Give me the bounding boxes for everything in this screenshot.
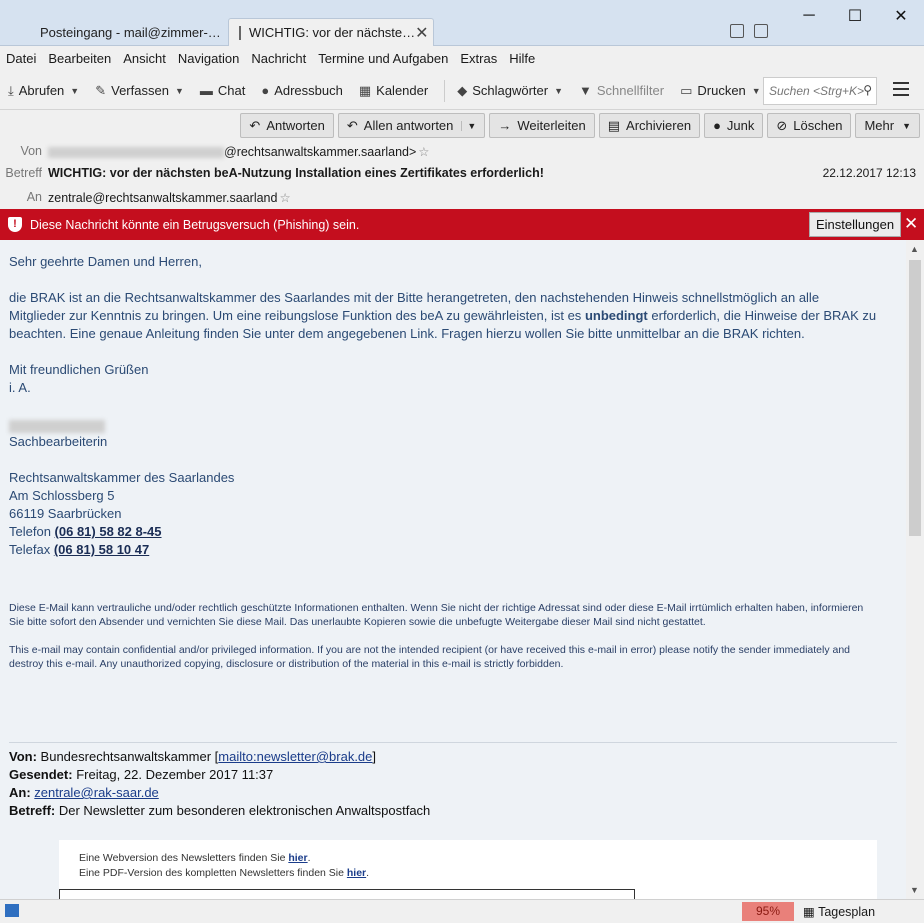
disclaimer-en-1: This e-mail may contain confidential and/or privileged information. If you are not the intended recipient (or have received this e-mail in error) please notify the sender immediately and xyxy=(9,644,851,656)
body-line-1: die BRAK ist an die Rechtsanwaltskammer des Saarlandes mit der Bitte herangetreten, den nachstehenden Hinweis schnellstmöglich an alle xyxy=(9,290,820,305)
greeting: Sehr geehrte Damen und Herren, xyxy=(9,254,202,269)
junk-icon: ● xyxy=(713,118,721,133)
menu-datei[interactable]: Datei xyxy=(6,50,37,66)
phone-link[interactable]: (06 81) 58 82 8-45 xyxy=(54,524,162,539)
delete-label: Löschen xyxy=(793,118,843,133)
addressbook-label: Adressbuch xyxy=(274,83,343,98)
search-placeholder: Suchen <Strg+K> xyxy=(769,84,865,98)
fax-link[interactable]: (06 81) 58 10 47 xyxy=(53,542,150,557)
more-label: Mehr xyxy=(864,118,895,133)
download-icon: ⤓ xyxy=(8,82,14,98)
phone-label: Telefon xyxy=(9,524,51,539)
vertical-scrollbar[interactable] xyxy=(906,240,924,899)
chevron-down-icon[interactable]: ▼ xyxy=(751,85,761,96)
fwd-to xyxy=(9,784,159,802)
body-line-3: beachten. Eine genaue Anleitung finden Sie unter dem angegebenen Link. Fragen hierzu wollen Sie bitte unmittelbar an die BRAK richten. xyxy=(9,326,805,341)
menu-extras[interactable]: Extras xyxy=(460,50,498,66)
scrollbar-thumb[interactable] xyxy=(909,260,921,536)
chevron-down-icon[interactable]: ▼ xyxy=(174,85,184,96)
close-icon[interactable]: ✕ xyxy=(904,214,919,233)
delete-icon: ⊘ xyxy=(776,117,788,133)
minimize-button[interactable]: ─ xyxy=(803,7,815,24)
search-input[interactable] xyxy=(763,77,877,105)
forward-button[interactable] xyxy=(489,113,594,138)
reply-label: Antworten xyxy=(266,118,325,133)
redacted-name xyxy=(48,147,224,158)
shield-alert-icon: ! xyxy=(8,217,22,232)
reply-all-button[interactable] xyxy=(338,113,485,138)
delete-button[interactable] xyxy=(767,113,851,138)
tag-icon: ◆ xyxy=(457,82,468,98)
reply-button[interactable] xyxy=(240,113,333,138)
regards: Mit freundlichen Grüßen xyxy=(9,362,149,377)
newsletter-pdf-line: Eine PDF-Version des kompletten Newsletters finden Sie hier. xyxy=(79,867,370,879)
calendar-label: Kalender xyxy=(376,83,429,98)
body-line-2-a: Mitglieder zur Kenntnis zu bringen. Um eine reibungslose Funktion des beA zu gewährleisten, ist es xyxy=(9,308,582,323)
search-icon: ⚲ xyxy=(863,83,872,97)
forward-icon: → xyxy=(498,118,512,133)
tab-message[interactable] xyxy=(228,18,434,46)
compose-label: Verfassen xyxy=(111,83,169,98)
message-body xyxy=(0,240,906,899)
star-icon[interactable]: ☆ xyxy=(279,191,291,205)
calendar-icon: ▦ xyxy=(358,82,372,98)
message-actions xyxy=(240,113,920,138)
tags-button[interactable] xyxy=(457,83,563,99)
app-menu-icon[interactable] xyxy=(893,82,909,100)
chevron-down-icon[interactable]: ▼ xyxy=(70,85,80,96)
title-bar xyxy=(0,0,924,46)
envelope-icon xyxy=(239,26,241,40)
tags-label: Schlagwörter xyxy=(472,83,549,98)
fwd-to-label: An: xyxy=(9,785,31,800)
message-date: 22.12.2017 12:13 xyxy=(822,166,916,180)
calendar-tab-icon[interactable] xyxy=(730,24,744,38)
pencil-icon: ✎ xyxy=(95,82,107,98)
today-pane-toggle[interactable] xyxy=(803,904,875,919)
fwd-from xyxy=(9,748,376,766)
fwd-sent-value: Freitag, 22. Dezember 2017 11:37 xyxy=(76,767,274,782)
addressbook-button[interactable] xyxy=(261,83,343,98)
reply-icon: ↶ xyxy=(249,117,261,133)
chevron-down-icon: ▼ xyxy=(902,120,911,131)
fwd-to-link[interactable]: zentrale@rak-saar.de xyxy=(34,785,159,800)
disclaimer-en-2: destroy this e-mail. Any unauthorized copying, disclosure or distribution of the material in this e-mail is strictly forbidden. xyxy=(9,658,564,670)
fwd-subject xyxy=(9,802,430,820)
chat-button[interactable] xyxy=(200,83,245,98)
disclaimer-de-1: Diese E-Mail kann vertrauliche und/oder rechtlich geschützte Informationen enthalten. Wenn Sie nicht der richtige Adressat sind oder diese E-Mail irrtümlich erhalten haben, informieren xyxy=(9,602,864,614)
print-label: Drucken xyxy=(697,83,746,98)
from-address: @rechtsanwaltskammer.saarland> xyxy=(224,145,417,159)
fwd-from-name: Bundesrechtsanwaltskammer [ xyxy=(40,749,219,764)
quickfilter-button[interactable] xyxy=(579,83,664,98)
calendar-icon: ▦ xyxy=(803,905,819,919)
status-bar xyxy=(0,899,924,923)
street: Am Schlossberg 5 xyxy=(9,488,115,503)
quote-divider xyxy=(9,742,897,743)
body-emphasis: unbedingt xyxy=(584,308,648,323)
junk-label: Junk xyxy=(726,118,755,133)
tab-inbox[interactable] xyxy=(22,18,224,46)
junk-button[interactable] xyxy=(704,113,763,138)
quickfilter-label: Schnellfilter xyxy=(596,83,665,98)
archive-button[interactable] xyxy=(599,113,700,138)
print-button[interactable] xyxy=(680,83,761,99)
menu-bar xyxy=(0,46,924,70)
close-window-button[interactable]: ✕ xyxy=(894,8,908,25)
from-label: Von xyxy=(20,144,42,158)
fwd-from-close: ] xyxy=(372,749,377,764)
phishing-warning xyxy=(0,209,924,240)
tab-message-label: WICHTIG: vor der nächste… xyxy=(249,25,416,40)
chevron-down-icon[interactable]: ▼ xyxy=(461,121,476,131)
reply-all-icon: ↶ xyxy=(346,117,358,133)
body-line-2-b: erforderlich, die Hinweise der BRAK zu xyxy=(651,308,877,323)
menu-hilfe[interactable]: Hilfe xyxy=(509,50,536,66)
newsletter-web-text: Eine Webversion des Newsletters finden Sie xyxy=(79,852,286,864)
archive-label: Archivieren xyxy=(626,118,692,133)
tab-close-icon[interactable]: ✕ xyxy=(415,24,429,42)
forward-label: Weiterleiten xyxy=(517,118,586,133)
star-icon[interactable]: ☆ xyxy=(418,145,430,159)
maximize-button[interactable]: ☐ xyxy=(847,8,863,25)
archive-icon: ▤ xyxy=(607,117,621,133)
fwd-from-label: Von: xyxy=(9,749,37,764)
fetch-label: Abrufen xyxy=(18,83,65,98)
fax-row xyxy=(9,541,149,559)
chat-label: Chat xyxy=(217,83,246,98)
chevron-down-icon: ▼ xyxy=(554,85,563,96)
menu-nachricht[interactable]: Nachricht xyxy=(251,50,307,66)
menu-navigation[interactable]: Navigation xyxy=(177,50,240,66)
network-status-icon[interactable] xyxy=(5,904,19,917)
filter-icon: ▼ xyxy=(579,83,592,98)
fwd-subject-label: Betreff: xyxy=(9,803,56,818)
tasks-tab-icon[interactable] xyxy=(754,24,768,38)
scroll-up-icon[interactable]: ▲ xyxy=(910,244,919,254)
zoom-indicator[interactable]: 95% xyxy=(742,902,794,921)
phishing-settings-button[interactable]: Einstellungen xyxy=(809,212,901,237)
fetch-button[interactable] xyxy=(8,83,79,99)
today-pane-label: Tagesplan xyxy=(818,905,876,919)
more-button[interactable] xyxy=(855,113,920,138)
person-icon: ● xyxy=(261,83,270,98)
compose-button[interactable] xyxy=(95,83,184,99)
newsletter-pdf-link[interactable]: hier xyxy=(346,867,367,879)
fwd-from-link[interactable]: mailto:newsletter@brak.de xyxy=(218,749,373,764)
fwd-sent-label: Gesendet: xyxy=(9,767,73,782)
calendar-button[interactable] xyxy=(359,83,428,99)
newsletter-web-line: Eine Webversion des Newsletters finden Sie hier. xyxy=(79,852,311,864)
fax-label: Telefax xyxy=(9,542,51,557)
subject-value: WICHTIG: vor der nächsten beA-Nutzung Installation eines Zertifikates erforderlich! xyxy=(48,166,544,180)
ia: i. A. xyxy=(9,380,31,395)
to-value[interactable] xyxy=(48,190,291,205)
menu-bearbeiten[interactable]: Bearbeiten xyxy=(48,50,112,66)
newsletter-web-link[interactable]: hier xyxy=(288,852,308,864)
fwd-sent xyxy=(9,766,273,784)
redacted-name xyxy=(9,420,105,433)
scroll-down-icon[interactable]: ▼ xyxy=(910,885,919,895)
from-value[interactable] xyxy=(48,144,430,159)
chat-icon: ▬ xyxy=(199,83,213,98)
menu-termine[interactable]: Termine und Aufgaben xyxy=(318,50,449,66)
reply-all-label: Allen antworten xyxy=(363,118,454,133)
disclaimer-de-2: Sie bitte sofort den Absender und vernichten Sie diese Mail. Das unerlaubte Kopieren sowie die unbefugte Weitergabe dieser Mail sind nicht gestattet. xyxy=(9,616,706,628)
role: Sachbearbeiterin xyxy=(9,434,108,449)
toolbar-divider xyxy=(444,80,445,102)
printer-icon: ▭ xyxy=(680,82,693,98)
phishing-text: Diese Nachricht könnte ein Betrugsversuch (Phishing) sein. xyxy=(30,217,360,232)
city: 66119 Saarbrücken xyxy=(9,506,122,521)
to-label: An xyxy=(26,190,42,204)
body-line-2 xyxy=(9,307,876,325)
phone-row xyxy=(9,523,162,541)
menu-ansicht[interactable]: Ansicht xyxy=(123,50,166,66)
to-address: zentrale@rechtsanwaltskammer.saarland xyxy=(48,191,278,205)
fwd-subject-value: Der Newsletter zum besonderen elektronischen Anwaltspostfach xyxy=(58,803,431,818)
org: Rechtsanwaltskammer des Saarlandes xyxy=(9,470,235,485)
subject-label: Betreff xyxy=(5,166,42,180)
newsletter-pdf-text: Eine PDF-Version des kompletten Newsletters finden Sie xyxy=(79,867,344,879)
tab-inbox-label: Posteingang - mail@zimmer-… xyxy=(40,24,221,40)
